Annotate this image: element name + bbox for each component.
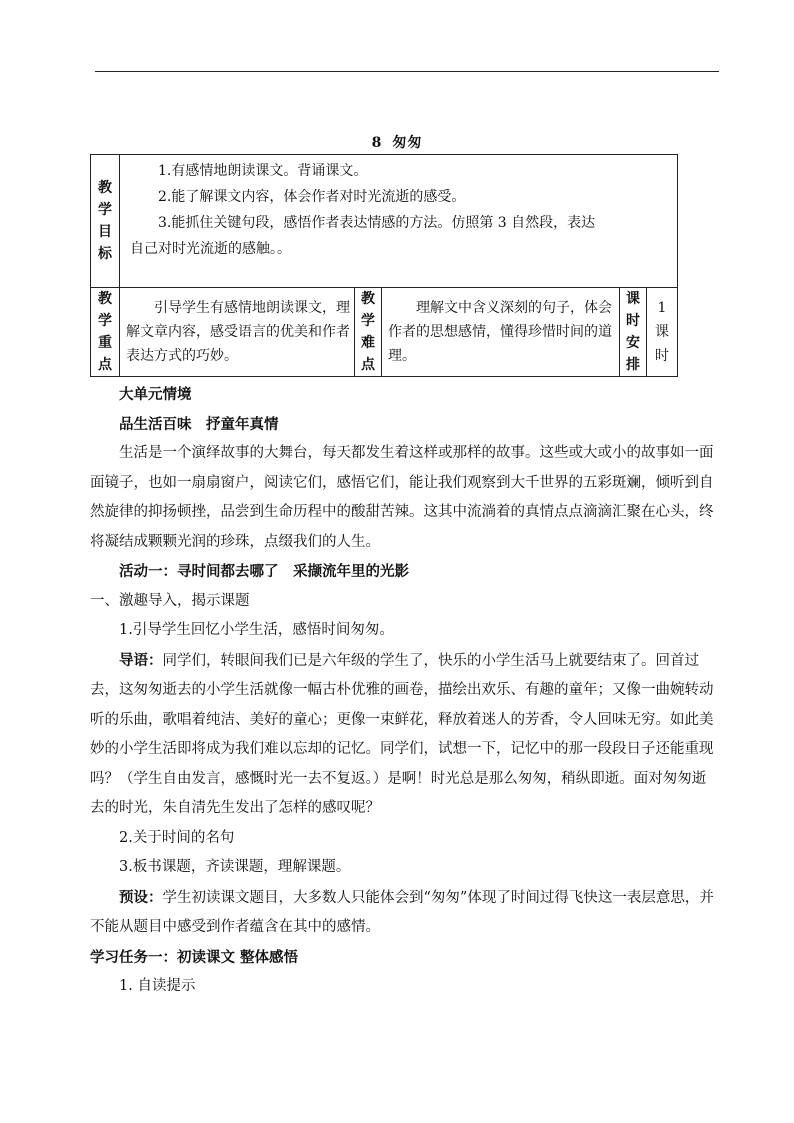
goals-label: 教 学 目 标	[91, 155, 120, 288]
preset-paragraph	[90, 883, 718, 943]
lesson-name: 匆匆	[392, 135, 423, 151]
goal-item: 自己对时光流逝的感触。。	[130, 241, 291, 257]
lesson-number: 8	[371, 135, 383, 151]
step-item: 3.板书课题，齐读课题，理解课题。	[119, 859, 351, 875]
focus-label: 教 学 重 点	[91, 288, 120, 377]
lesson-plan-table	[90, 154, 678, 377]
lesson-title	[0, 132, 794, 152]
step-item: 1.引导学生回忆小学生活，感悟时间匆匆。	[119, 622, 394, 638]
header-rule	[95, 71, 719, 72]
teaching-difficulty: 理解文中含义深刻的句子，体会作者的思想感情，懂得珍惜时间的道理。	[382, 288, 620, 377]
activity-heading: 活动一：寻时间都去哪了 采撷流年里的光影	[119, 563, 409, 580]
preset-label: 预设：	[119, 888, 163, 906]
intro-paragraph: 生活是一个演绎故事的大舞台，每天都发生着这样或那样的故事。这些或大或小的故事如一面面镜子，也如一扇扇窗户，阅读它们，感悟它们，能让我们观察到大千世界的五彩斑斓，倾听到自然旋律的抑扬顿挫，品尝到生命历程中的酸甜苦辣。这其中流淌着的真情点点滴滴汇聚在心头，终将凝结成颗颗光润的珍珠，点缀我们的人生。	[90, 445, 714, 550]
teaching-focus: 引导学生有感情地朗读课文，理解文章内容，感受语言的优美和作者表达方式的巧妙。	[120, 288, 355, 377]
teaching-goals	[120, 155, 678, 288]
goal-item: 2.能了解课文内容，体会作者对时光流逝的感受。	[158, 189, 466, 205]
section-heading: 一、激趣导入，揭示课题	[90, 592, 250, 609]
class-hours: 1 课 时	[647, 288, 678, 377]
guide-label: 导语：	[119, 651, 163, 669]
schedule-label: 课 时 安 排	[620, 288, 647, 377]
theme-heading: 品生活百味 抒童年真情	[119, 415, 279, 433]
unit-heading: 大单元情境	[119, 386, 192, 403]
goal-item: 1.有感情地朗读课文。背诵课文。	[158, 163, 368, 179]
goal-item: 3.能抓住关键句段，感悟作者表达情感的方法。仿照第 3 自然段，表达	[158, 215, 596, 231]
preset-text: 学生初读课文题目，大多数人只能体会到“匆匆”体现了时间过得飞快这一表层意思，并不能从题目中感受到作者蕴含在其中的感情。	[90, 889, 714, 935]
difficulty-label: 教 学 难 点	[355, 288, 382, 377]
step-item: 2.关于时间的名句	[119, 829, 235, 846]
guide-text: 同学们，转眼间我们已是六年级的学生了，快乐的小学生活马上就要结束了。回首过去，这匆匆逝去的小学生活就像一幅古朴优雅的画卷，描绘出欢乐、有趣的童年；又像一曲婉转动听的乐曲，歌唱着纯洁、美好的童心；更像一束鲜花，释放着迷人的芳香，令人回味无穷。如此美妙的小学生活即将成为我们难以忘却的记忆。同学们，试想一下，记忆中的那一段段日子还能重现吗？（学生自由发言，感慨时光一去不复返。）是啊！时光总是那么匆匆，稍纵即逝。面对匆匆逝去的时光，朱自清先生发出了怎样的感叹呢？	[90, 652, 714, 816]
task-heading: 学习任务一：初读课文 整体感悟	[90, 948, 299, 966]
task-step: 1. 自读提示	[119, 978, 196, 994]
guide-paragraph	[90, 646, 718, 824]
lesson-body	[90, 380, 718, 1002]
